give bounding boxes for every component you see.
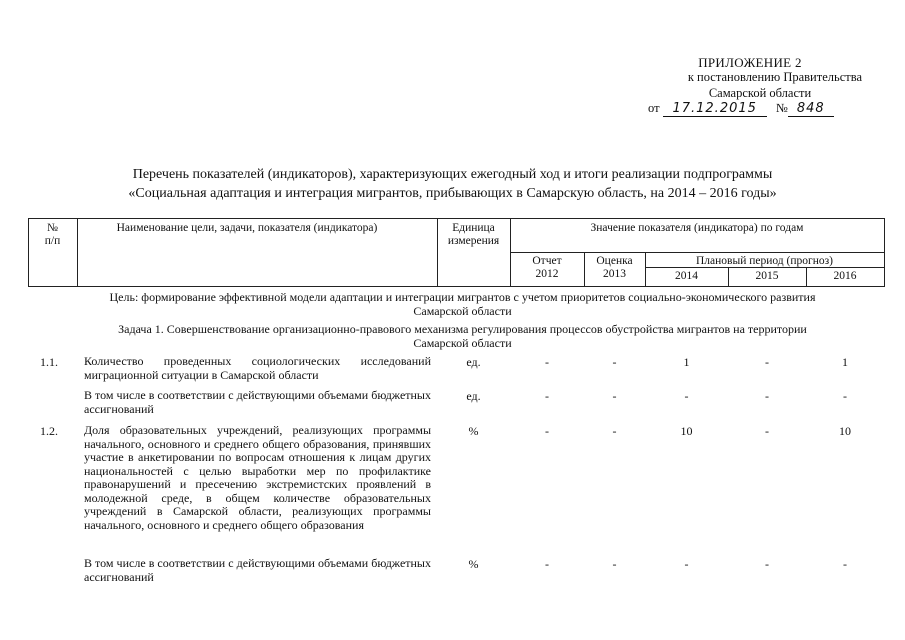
header-estimate-2013: Оценка 2013 (596, 255, 633, 280)
value-2015: - (765, 389, 769, 403)
value-2014: - (684, 389, 689, 403)
row-number: 1.1. (40, 355, 58, 369)
value-2015: - (765, 355, 769, 369)
value-2012: - (545, 355, 549, 369)
handwritten-number: 848 (788, 102, 834, 117)
appendix-date-row (648, 101, 863, 117)
header-year-2014: 2014 (675, 270, 698, 282)
value-2013: - (612, 557, 617, 571)
number-prefix: № (775, 101, 788, 115)
task-row: Задача 1. Совершенствование организационно-правового механизма регулирования процессов обустройства мигрантов на территории Самарской области (118, 322, 807, 350)
value-2014: 10 (680, 424, 693, 438)
value-2015: - (765, 424, 769, 438)
goal-row: Цель: формирование эффективной модели адаптации и интеграции мигрантов с учетом приоритетов социально-экономического развития Самарской области (109, 290, 816, 318)
document-title-line-2: «Социальная адаптация и интеграция мигрантов, прибывающих в Самарскую область, на 2014 – 2016 годы» (128, 186, 777, 201)
indicator-name: В том числе в соответствии с действующими объемами бюджетных ассигнований (84, 556, 431, 584)
values-subheader-border (510, 252, 885, 253)
table-right-border (884, 218, 885, 286)
header-year-2016: 2016 (833, 270, 857, 282)
handwritten-date: 17.12.2015 (663, 102, 767, 117)
value-2015: - (765, 557, 769, 571)
table-header-bottom-border (28, 286, 885, 287)
value-2016: - (843, 389, 847, 403)
value-2014: - (684, 557, 689, 571)
indicator-name: В том числе в соответствии с действующими объемами бюджетных ассигнований (84, 388, 431, 416)
header-report-2012: Отчет 2012 (532, 255, 562, 280)
appendix-title: ПРИЛОЖЕНИЕ 2 (698, 55, 802, 70)
document-title (40, 165, 865, 203)
header-indicator-name: Наименование цели, задачи, показателя (индикатора) (116, 222, 378, 234)
table-top-border (28, 218, 885, 219)
unit-cell: ед. (466, 355, 481, 369)
indicator-name: Количество проведенных социологических исследований миграционной ситуации в Самарской области (84, 354, 431, 382)
unit-cell: ед. (466, 389, 481, 403)
header-unit: Единица измерения (447, 222, 500, 247)
value-2012: - (545, 389, 549, 403)
value-2016: 1 (842, 355, 848, 369)
appendix-region: Самарской области (708, 86, 812, 100)
document-title-line-1: Перечень показателей (индикаторов), характеризующих ежегодный ход и итоги реализации подпрограммы (132, 167, 773, 182)
value-2012: - (545, 424, 549, 438)
appendix-reference: к постановлению Правительства (687, 70, 862, 84)
header-year-2015: 2015 (755, 270, 779, 282)
value-2013: - (612, 389, 617, 403)
header-row-number: № п/п (44, 222, 61, 247)
unit-cell: % (468, 557, 479, 571)
row-number: 1.2. (40, 424, 58, 438)
header-values-by-year: Значение показателя (индикатора) по годам (590, 222, 804, 234)
value-2013: - (612, 424, 617, 438)
value-2016: 10 (839, 424, 851, 438)
value-2014: 1 (683, 355, 690, 369)
unit-cell: % (468, 424, 479, 438)
value-2016: - (843, 557, 847, 571)
date-prefix: от (648, 101, 660, 115)
value-2013: - (612, 355, 617, 369)
value-2012: - (545, 557, 549, 571)
header-plan-period: Плановый период (прогноз) (695, 255, 834, 267)
indicator-name: Доля образовательных учреждений, реализующих программы начального, основного и среднего общего образования, принявших участие в анкетировании по вопросам отношения к лицам других национальностей с целью выработки мер по профилактике правонарушений и пресечению экстремистских проявлений в молодежной среде, в общем количестве образовательных учреждений в Самарской области, реализующих программы начального, основного и среднего общего образования (84, 423, 431, 532)
